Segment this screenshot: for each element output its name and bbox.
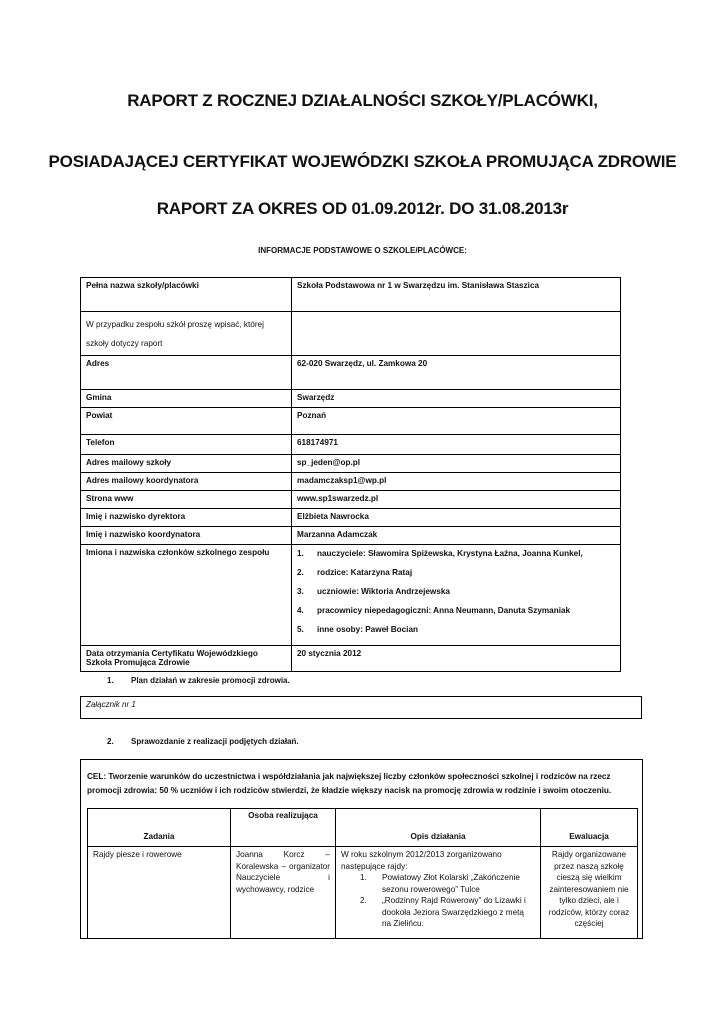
table-row: [81, 408, 621, 435]
report-period: RAPORT ZA OKRES OD 01.09.2012r. DO 31.08.2013r: [156, 199, 569, 218]
info-value: Poznań: [292, 408, 621, 435]
info-label: Imię i nazwisko koordynatora: [81, 527, 292, 545]
list-item-number: 4.: [297, 606, 304, 615]
activities-table: [87, 808, 638, 939]
report-box: [80, 759, 643, 939]
goal-text: CEL: Tworzenie warunków do uczestnictwa i współdziałania jak największej liczby członków społeczności szkolnej i rodziców na rzecz promocji zdrowia: 50 % uczniów i ich rodziców stwierdzi, że kładzie większy nacisk na promocję zdrowia w rodzinie i swoim otoczeniu.: [87, 772, 612, 795]
description-intro: W roku szkolnym 2012/2013 zorganizowano następujące rajdy:: [341, 850, 502, 871]
table-row: [81, 390, 621, 408]
info-label: W przypadku zespołu szkół proszę wpisać, której szkoły dotyczy raport: [81, 312, 292, 356]
list-item-text: rodzice: Katarzyna Rataj: [317, 568, 413, 577]
section-1-heading: [107, 676, 290, 685]
section-title: Sprawozdanie z realizacji podjętych działań.: [131, 737, 299, 746]
list-item-number: 1.: [297, 549, 304, 558]
section-title: Plan działań w zakresie promocji zdrowia.: [131, 676, 290, 685]
section-number: 2.: [107, 737, 114, 746]
info-value: [292, 312, 621, 356]
table-row: [81, 646, 621, 672]
table-row: [81, 491, 621, 509]
team-members-list: [297, 548, 615, 643]
list-item-number: 2.: [360, 896, 367, 905]
rally-list: [341, 872, 535, 930]
list-item-number: 3.: [297, 587, 304, 596]
table-row: [81, 509, 621, 527]
list-item: [297, 624, 615, 643]
table-row: [81, 435, 621, 455]
list-item: [297, 586, 615, 605]
report-subtitle: POSIADAJĄCEJ CERTYFIKAT WOJEWÓDZKI SZKOŁA PROMUJĄCA ZDROWIE: [48, 152, 677, 171]
info-value: 618174971: [292, 435, 621, 455]
list-item: [297, 548, 615, 567]
info-label: Telefon: [81, 435, 292, 455]
list-item-text: „Rodzinny Rajd Rowerowy” do Lizawki i dookoła Jeziora Swarzędzkiego z metą na Zielińcu.: [382, 896, 526, 928]
list-item-text: inne osoby: Paweł Bocian: [317, 625, 419, 634]
table-row: [88, 847, 638, 940]
basic-info-table: [80, 277, 621, 672]
table-row: [81, 527, 621, 545]
table-row: [81, 356, 621, 390]
info-value: Szkoła Podstawowa nr 1 w Swarzędzu im. Stanisława Staszica: [292, 278, 621, 312]
basic-info-heading: INFORMACJE PODSTAWOWE O SZKOLE/PLACÓWCE:: [258, 246, 467, 255]
info-label: Gmina: [81, 390, 292, 408]
table-row: [81, 312, 621, 356]
info-value: 62-020 Swarzędz, ul. Zamkowa 20: [292, 356, 621, 390]
list-item-text: uczniowie: Wiktoria Andrzejewska: [317, 587, 450, 596]
attachment-box: Załącznik nr 1: [80, 696, 642, 719]
table-row: [81, 455, 621, 473]
info-label: Data otrzymania Certyfikatu Wojewódzkiego Szkoła Promująca Zdrowie: [81, 646, 292, 672]
list-item-number: 2.: [297, 568, 304, 577]
report-title: RAPORT Z ROCZNEJ DZIAŁALNOŚCI SZKOŁY/PLACÓWKI,: [127, 91, 598, 110]
list-item: [341, 895, 535, 930]
column-header-description: Opis działania: [336, 809, 541, 847]
info-label: Pełna nazwa szkoły/placówki: [81, 278, 292, 312]
table-header-row: [88, 809, 638, 847]
list-item-number: 1.: [360, 873, 367, 882]
person-cell: Joanna Korcz – Koralewska – organizator Nauczyciele i wychowawcy, rodzice: [231, 847, 336, 940]
list-item-number: 5.: [297, 625, 304, 634]
column-header-evaluation: Ewaluacja: [541, 809, 638, 847]
info-value: Swarzędz: [292, 390, 621, 408]
info-value: www.sp1swarzedz.pl: [292, 491, 621, 509]
info-label: Adres mailowy szkoły: [81, 455, 292, 473]
info-value: sp_jeden@op.pl: [292, 455, 621, 473]
table-row: [81, 545, 621, 646]
list-item-text: pracownicy niepedagogiczni: Anna Neumann, Danuta Szymaniak: [317, 606, 571, 615]
info-label: Imię i nazwisko dyrektora: [81, 509, 292, 527]
info-label: Powiat: [81, 408, 292, 435]
list-item-text: Powiatowy Złot Kolarski „Zakończenie sezonu rowerowego” Tulce: [382, 873, 520, 894]
section-number: 1.: [107, 676, 114, 685]
list-item: [341, 872, 535, 895]
info-value: madamczaksp1@wp.pl: [292, 473, 621, 491]
column-header-tasks: Zadania: [88, 809, 231, 847]
table-row: [81, 473, 621, 491]
task-cell: Rajdy piesze i rowerowe: [88, 847, 231, 940]
info-value: 20 stycznia 2012: [292, 646, 621, 672]
column-header-person: Osoba realizująca: [231, 809, 336, 847]
evaluation-cell: Rajdy organizowane przez naszą szkołę cieszą się wielkim zainteresowaniem nie tylko dzieci, ale i rodziców, którzy coraz częściej: [541, 847, 638, 940]
section-2-heading: [107, 737, 299, 746]
list-item: [297, 605, 615, 624]
info-label: Imiona i nazwiska członków szkolnego zespołu: [81, 545, 292, 646]
info-label: Adres: [81, 356, 292, 390]
table-row: [81, 278, 621, 312]
list-item: [297, 567, 615, 586]
description-cell: [336, 847, 541, 940]
info-label: Strona www: [81, 491, 292, 509]
info-label: Adres mailowy koordynatora: [81, 473, 292, 491]
info-value: Marzanna Adamczak: [292, 527, 621, 545]
info-value: Elżbieta Nawrocka: [292, 509, 621, 527]
info-value: [292, 545, 621, 646]
list-item-text: nauczyciele: Sławomira Spiżewska, Krystyna Łaźna, Joanna Kunkel,: [317, 549, 583, 558]
